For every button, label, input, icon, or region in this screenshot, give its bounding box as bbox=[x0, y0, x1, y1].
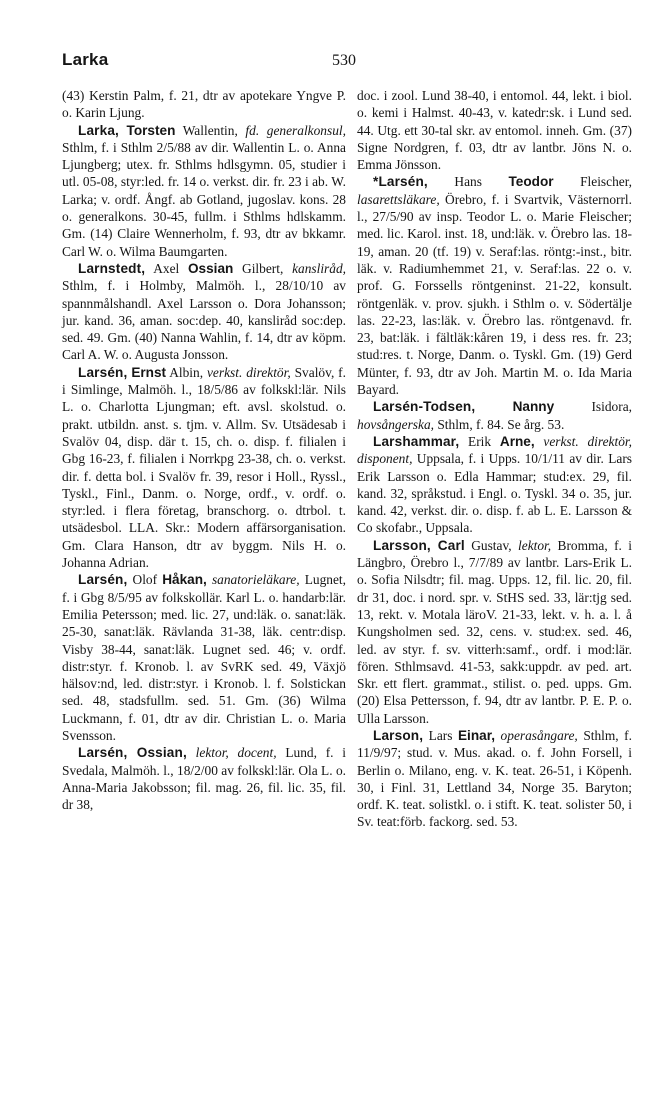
entry-surname: Larsén-Todsen, bbox=[373, 399, 476, 415]
page-number: 530 bbox=[332, 52, 356, 69]
entry-surname: Larnstedt, bbox=[78, 260, 146, 276]
entry-continued: doc. i zool. Lund 38-40, i entomol. 44, lekt. i biol. o. kemi i Halmst. 40-43, v. katedr:sk. i Lund sed. 44. Utg. ett 30-tal skr. av entomol. inneh. Gm. (37) Signe Nordgren, f. 03, dtr av lantbr. Jöns N. o. Emma Jönsson. bbox=[357, 88, 632, 173]
entry-surname: Larshammar, bbox=[373, 433, 460, 449]
entry-larsen-ossian: Larsén, Ossian, lektor, docent, Lund, f. i Svedala, Malmöh. l., 18/2/00 av folkskl:lär. Ola L. o. Anna-Maria Jakobsson; fil. mag. 26, fil. lic. 35, fil. dr 38, bbox=[62, 745, 346, 813]
entry-larsen-hakan: Larsén, Olof Håkan, sanatorieläkare, Lugnet, f. i Gbg 8/5/95 av folkskollär. Karl L. o. handarb:lär. Emilia Petersson; med. lic. 27, und:läk. o. sanat:läk. 25-30, sanat:läk. Rävlanda 31-38, läk. centr:disp. Visby 38-44, sanat:läk. Lugnet sed. 46; v. ordf. distr:styr. f. Kronob. l. av SvRK sed. 49, Växjö hälsov:nd, led. distr:styr. i Kronob. l. f. Solstickan sed. 48, stadsfullm. sed. 51. Gm. (36) Wilma Luckmann, f. 01, dtr av dir. Christian L. o. Maria Svensson. bbox=[62, 572, 346, 743]
running-head-surname: Larka bbox=[62, 50, 109, 69]
entry-larka-torsten: Larka, Torsten Wallentin, fd. generalkonsul, Sthlm, f. i Sthlm 2/5/88 av dir. Wallentin L. o. Anna Ljungberg; utex. fr. Sthlms hdlsgymn. 05, studier i utl. 05-08, styr:led. fr. 14 o. verkst. dir. fr. 23 i ab. W. Larka; v. ordf. Ångf. ab Gotland, jugoslav. kons. 28 o. generalkons. 30-45, fullm. i Sthlms hdlskamm. Gm. (14) Claire Wennerholm, f. 93, dtr av bkkamr. Carl W. o. Wilma Baumgarten. bbox=[62, 122, 346, 259]
entry-larsen-teodor: *Larsén, Hans Teodor Fleischer, lasarettsläkare, Örebro, f. i Svartvik, Västernorrl. l., 27/5/90 av insp. Teodor L. o. Marie Fleischer; med. lic. Karol. inst. 18, und:läk. v. Örebro las. 18-19, aman. 20 (tf. 19) v. Seraf:las. röntg:-inst., bitr. läk. v. Radiumhemmet 21, v. Seraf:las. 22 o. v. prof. G. Forssells röntgeninst. 21-22, konsult. röntgenläk. v. prov. sjukh. i Sthlm o. v. Södertälje las. 22-23, las:läk. v. Örebro las. röntgenavd. fr. 23, bat:läk. i fältläk:kåren 19, i dess res. fr. 23; stud:res. t. Norge, Danm. o. Tyskl. Gm. (19) Gerd Münter, f. 93, dtr av Joh. Martin M. o. Ida Maria Bayard. bbox=[357, 174, 632, 398]
entry-larsson-carl: Larsson, Carl Gustav, lektor, Bromma, f. i Längbro, Örebro l., 7/7/89 av lantbr. Lars-Erik L. o. Sofia Nilsdtr; fil. mag. Upps. 12, fil. lic. 20, fil. dr 31, doc. i nord. spr. v. StHS sed. 33, lär:tjg sed. 13, rekt. v. Motala läroV. 21-33, lekt. v. h. a. l. å Kungsholmen sed. 32, cens. v. stud:ex. sed. 46, led. av styr. f. sv. vitterh:samf., ordf. i mod:lär. fören. Sthlmsavd. 41-53, sakk:uppdr. av ped. art. Skr. ett flert. grammat., stilist. o. ped. upps. Gm. (20) Elsa Pettersson, f. 94, dtr av lantbr. P. E. P. o. Ulla Larsson. bbox=[357, 537, 632, 726]
entry-surname: Larsén, bbox=[78, 572, 128, 588]
entry-larson-einar: Larson, Lars Einar, operasångare, Sthlm, f. 11/9/97; stud. v. Mus. akad. o. f. John Forsell, i Berlin o. Milano, eng. v. K. teat. 26-51, i Köpenh. 30, i Finl. 31, Lettland 34, Norge 35. Baryton; ordf. K. teat. solistkl. o. i stift. K. teat. solister 50, i Sv. teat:förb. fackorg. sed. 53. bbox=[357, 727, 632, 830]
entry-larnstedt-ossian: Larnstedt, Axel Ossian Gilbert, kansliråd, Sthlm, f. i Holmby, Malmöh. l., 28/10/10 av spannmålshandl. Axel Larsson o. Dora Johansson; jur. kand. 36, aman. soc:dep. 40, kansliråd soc:dep. sed. 49. Gm. (40) Nanna Wahlin, f. 14, dtr av köpm. Carl A. W. o. Augusta Jonsson. bbox=[62, 260, 346, 363]
entry-surname: Larsén, bbox=[78, 364, 128, 380]
entry-larsen-todsen-nanny: Larsén-Todsen, Nanny Isidora, hovsångerska, Sthlm, f. 84. Se årg. 53. bbox=[357, 399, 632, 432]
entry-surname: Larsén, Ossian, bbox=[78, 745, 187, 761]
entry-surname: Larson, bbox=[373, 727, 424, 743]
entry-larshammar-arne: Larshammar, Erik Arne, verkst. direktör, disponent, Uppsala, f. i Upps. 10/1/11 av dir. Lars Erik Larsson o. Edla Hammar; stud:ex. 29, fil. kand. 32, språkstud. i Engl. o. Tyskl. 34 o. 35, jur. kand. 42, verkst. dir. o. disp. f. ab L. E. Larsson & Co skofabr., Uppsala. bbox=[357, 433, 632, 536]
entry-surname: Larka, bbox=[78, 122, 119, 138]
entry-surname: Larsson, Carl bbox=[373, 537, 465, 553]
entry-larsen-ernst: Larsén, Ernst Albin, verkst. direktör, Svalöv, f. i Simlinge, Malmöh. l., 18/5/86 av folkskl:lär. Nils L. o. Charlotta Ljungman; eft. avsl. skolstud. o. prakt. utbildn. anst. s. tjm. v. Allm. Sv. Utsädesab i Svalöv 04, disp. där t. 15, ch. o. disp. f. filialen i Gbg 16-23, f. filialen i Norrkpg 23-38, ch. o. verkst. dir. f. detta bol. i Svalöv fr. 39, resor i Holl., Ryssl., Tyskl., Finl., Danm. o. Norge, ordf., v. ordf. o. styr:led. i flera företag, branschorg. o. dtrbol. t. utsädesbol. LLA. Skr.: Modern affärsorganisation. Gm. Clara Hanson, dtr av byggm. Nils H. o. Johanna Adrian. bbox=[62, 364, 346, 571]
left-column bbox=[62, 87, 346, 813]
entry-continued: (43) Kerstin Palm, f. 21, dtr av apotekare Yngve P. o. Karin Ljung. bbox=[62, 88, 346, 121]
entry-surname: *Larsén, bbox=[373, 174, 428, 190]
right-column bbox=[357, 87, 632, 831]
running-head bbox=[62, 50, 630, 74]
